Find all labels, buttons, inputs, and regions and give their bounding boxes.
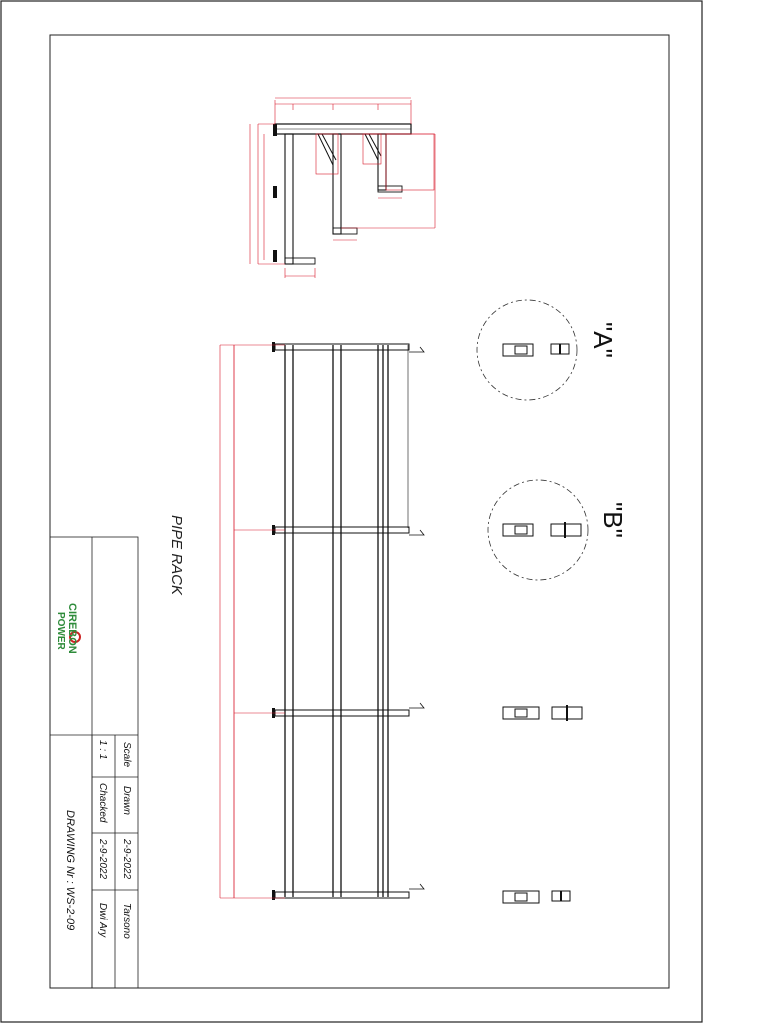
checked-label: Chacked [97, 783, 108, 823]
section-view [250, 98, 435, 278]
elevation-view [220, 342, 424, 900]
scale-label: Scale [121, 742, 132, 768]
drawn-label: Drawn [121, 786, 132, 815]
detail-b-label: "B" [598, 502, 628, 538]
company-name-line1: CIREBON [66, 603, 78, 654]
company-name-line2: POWER [55, 612, 66, 650]
drawn-date: 2-9-2022 [121, 839, 132, 880]
detail-a [477, 300, 577, 400]
detail-c [503, 705, 582, 721]
drawn-by: Tarsono [121, 903, 132, 939]
inner-frame [50, 35, 669, 988]
detail-b [488, 480, 588, 580]
checked-date: 2-9-2022 [97, 839, 108, 880]
drawing-number: DRAWING Nr : WS-2-09 [64, 810, 76, 931]
detail-d [503, 891, 570, 903]
checked-by: Dwi Ary [97, 903, 108, 938]
scale-value: 1 : 1 [97, 740, 108, 760]
detail-a-label: "A" [588, 322, 618, 358]
drawing-title: PIPE RACK [168, 515, 185, 596]
